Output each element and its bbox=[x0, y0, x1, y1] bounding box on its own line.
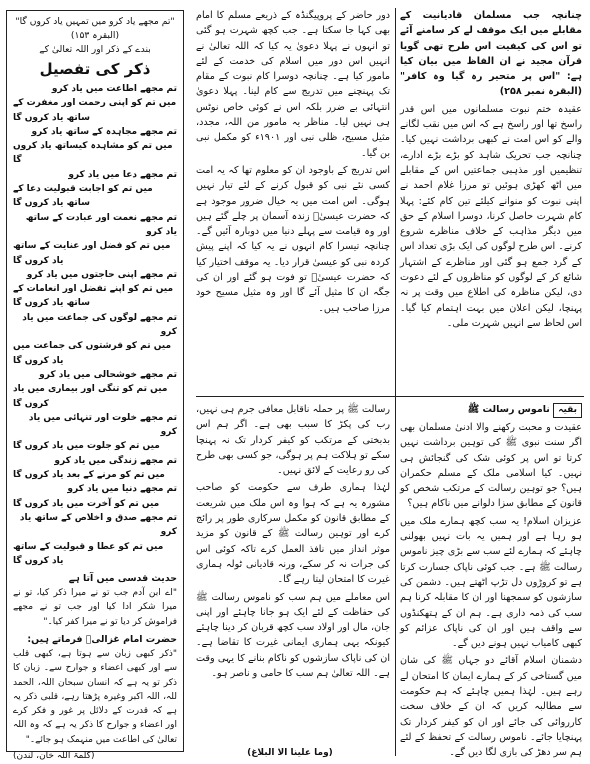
article-paragraph: عقیدت و محبت رکھنے والا ادنیٰ مسلمان بھی اگر سنت نبوی ﷺ کی توہین برداشت نہیں کرتا تو اس پر کوئی شک کی گنجائش ہی نہیں۔ کیا اسلامی ملک کے مسلم حکمران ہیں؟ جو توہین رسالت کے مرتکب شخص کو قانون کے مطابق سزا دلوانے میں ناکام ہیں؟ bbox=[400, 422, 582, 510]
article-middle-bottom bbox=[196, 402, 390, 744]
article-paragraph: دشمنان اسلام آقائے دو جہاں ﷺ کی شان میں گستاخی کر کے ہمارے ایمان کا امتحان لے رہے ہیں۔ لہٰذا ہمیں چاہئے کہ ہم حکومت سے مطالبہ کریں کہ ان کے خلاف سخت کارروائی کی جائے اور ان کو کیفر کردار تک پہنچایا جائے۔ ناموس رسالت کے تحفظ کے لئے ہم سر دھڑ کی بازی لگا دیں گے۔ bbox=[400, 655, 582, 759]
hadith-text: "اے ابن آدم جب تو نے میرا ذکر کیا، تو نے میرا شکر ادا کیا اور جب تو نے مجھے فراموش کر دیا تو نے میرا کفر کیا۔" bbox=[13, 588, 177, 627]
list-item: میں تم کو مشاہدہ کیساتھ یاد کروں گا bbox=[13, 141, 173, 166]
box-heading: ذکر کی تفصیل bbox=[39, 60, 151, 78]
list-item: میں تم کو فرشتوں کی جماعت میں یاد کروں گا bbox=[13, 341, 172, 366]
article-right-top bbox=[400, 8, 582, 396]
article-paragraph: اس تدریج کے باوجود ان کو معلوم تھا کہ یہ امت کسی نئے نبی کو قبول کرنے کے لئے تیار نہیں ہوگی۔ اس امت میں یہ خیال ضرور موجود ہے کہ حضرت عیسیٰؑ زندہ آسمان پر چلے گئے ہیں اور وہ قیامت سے پہلے دنیا میں دوبارہ آئیں گے۔ چنانچہ تیسرا کام انہوں نے یہ کیا کہ اپنے پیش کردہ نبی کو عیسیٰ قرار دیا۔ یہ موقف اختیار کیا کہ حضرت عیسیٰؑ تو فوت ہو گئے اور ان کی جگہ ان کا مثیل آئے گا اور وہ مثیل مسیح خود مرزا صاحب ہیں۔ bbox=[196, 164, 390, 314]
article-paragraph: اس معاملے میں ہم سب کو ناموس رسالت ﷺ کی حفاظت کے لئے ایک ہو جانا چاہئے اور اپنی جان، مال اور اولاد سب کچھ قربان کر دینا چاہئے کیونکہ یہی ہماری ایمانی غیرت کا تقاضا ہے۔ ان کی ناپاک سازشوں کو ناکام بنانے کا یہی وقت ہے۔ اللہ تعالیٰ ہم سب کا حامی و ناصر ہو۔ bbox=[196, 591, 390, 680]
article-paragraph: دور حاضر کے پروپیگنڈہ کے ذریعے مسلم کا امام بھی کہا جا سکتا ہے۔ جب کچھ شہرت ہو گئی تو انہوں نے پہلا دعویٰ یہ کیا کہ اللہ تعالیٰ نے انہیں اس دور میں اسلام کی خدمت کے لئے مامور کیا ہے۔ چنانچہ دوسرا کام نبوت کے مقام تک پہنچنے میں تدریج سے کام لینا۔ پہلا دعویٰ انتہائی بے ضرر بلکہ اس نے کوئی خاص نوٹس ہی نہیں لیا۔ مناظر یہ مامور من اللہ، مجدد، مثیل مسیح، ظلی نبی اور ۱۹۰۱ء کو مکمل نبی بن گیا۔ bbox=[196, 10, 390, 159]
continued-tag: بقیہ bbox=[553, 403, 582, 418]
list-item: تم مجھے دعا میں یاد کرو bbox=[68, 169, 177, 180]
hadith-label: حدیث قدسی میں آتا ہے bbox=[68, 573, 177, 585]
article-right-bottom bbox=[400, 420, 582, 759]
article-footer: (وما علینا الا البلاغ) bbox=[247, 748, 333, 758]
list-item: تم مجھے لوگوں کی جماعت میں یاد کرو bbox=[22, 312, 177, 338]
article-paragraph: لہٰذا ہماری طرف سے حکومت کو صاحب مشورہ یہ ہے کہ ہوا وہ اس ملک میں شریعت کے مطابق قانون کو مکمل سرکاری طور پر رائج کرے اور توہین رسالت ﷺ کے قانون کو مزید موثر انداز میں نافذ العمل کرے تاکہ کوئی اس کی جرات نہ کر سکے، ورنہ قادیانی ٹولہ ہماری غیرت کا امتحان لیتا رہے گا۔ bbox=[196, 482, 390, 586]
list-item: میں تم کو آخرت میں یاد کروں گا bbox=[13, 498, 160, 509]
ghazali-label: حضرت امام غزالیؒ فرماتے ہیں: bbox=[27, 633, 177, 645]
list-item: تم مجھے زندگی میں یاد کرو bbox=[54, 455, 177, 466]
box-subtitle: بندے کے ذکر اور اللہ تعالیٰ کے bbox=[39, 44, 151, 55]
list-item: تم مجھے اپنی حاجتوں میں یاد کرو bbox=[26, 269, 177, 280]
list-item: میں تم کو اپنی رحمت اور مغفرت کے ساتھ یاد کروں گا bbox=[13, 98, 177, 123]
list-item: میں تم کو جلوت میں یاد کروں گا bbox=[13, 441, 160, 452]
list-item: میں تم کو تنگی اور بیماری میں یاد کروں گا bbox=[13, 384, 168, 409]
article-paragraph: عزیزان اسلام! یہ سب کچھ ہمارے ملک میں ہو رہا ہے اور ہمیں یہ بات نہیں بھولنی چاہئے کہ ہمارے لئے سب سے بڑی چیز ناموس رسالت ﷺ ہے۔ جب کوئی ناپاک جسارت کرتا ہے تو کروڑوں دل تڑپ اٹھتے ہیں۔ دشمن کی سازشوں کو سمجھنا اور ان کا مقابلہ کرنا ہم سب کی ذمہ داری ہے۔ ہم ان کے ہتھکنڈوں سے واقف ہیں اور ان کی ناپاک عزائم کو کبھی کامیاب نہیں ہونے دیں گے۔ bbox=[400, 515, 582, 650]
dhikr-box bbox=[6, 10, 184, 762]
list-item: تم مجھے صدق و اخلاص کے ساتھ یاد کرو bbox=[19, 512, 177, 538]
continued-title-text: ناموس رسالت ﷺ bbox=[467, 404, 550, 415]
list-item: تم مجھے خوشحالی میں یاد کرو bbox=[39, 369, 177, 380]
article-paragraph: رسالت ﷺ پر حملہ ناقابل معافی جرم ہی نہیں، رب کی پکڑ کا سبب بھی ہے۔ اگر ہم اس بدبختی کے مرتکب کو کیفر کردار تک نہ پہنچا سکے تو ہلاکت ہم پر ہوگی، جو کسی بھی طرح کی رو رعایت کے لائق نہیں۔ bbox=[196, 404, 390, 477]
list-item: میں تم کو فضل اور عنایت کے ساتھ یاد کروں گا bbox=[13, 241, 171, 266]
article-paragraph: عقیدہ ختم نبوت مسلمانوں میں اس قدر راسخ تھا اور راسخ ہے کہ اس میں نقب لگانے والے کو اس امت نے کبھی برداشت نہیں کیا۔ چنانچہ جب تحریک شاہد کو بڑے بڑے ادارے، تنظیمیں اور مذہبی جماعتیں اس کے مقابلے میں اٹھ کھڑی ہوئیں تو مرزا غلام احمد نے اپنی نبوت کو منوانے کیلئے تین کام کئے: پہلا کام شہرت حاصل کرنا، دوسرا اسلام کے حق میں دیگر مذاہب کے خلاف مناظرے شروع کرنے۔ اس طرح لوگوں کی ایک بڑی تعداد اس کے گرد جمع ہو گئی اور مناظرے کے اشتہار شائع کر کے لوگوں کو مناظروں کے لئے دعوت دی، لیکن مناظرہ کی اطلاع میں وقت پر نہ پہنچا، لیکن اعلان میں بہت اہتمام کیا گیا۔ اس لحاظ سے انہیں شہرت ملی۔ bbox=[400, 103, 582, 329]
list-item: میں تم کو مرنے کے بعد یاد کروں گا bbox=[13, 470, 165, 481]
box-top-quote: "تم مجھے یاد کرو میں تمہیں یاد کروں گا" (البقرہ ۱۵۳) bbox=[15, 16, 175, 41]
list-item: تم مجھے اطاعت میں یاد کرو bbox=[51, 84, 177, 94]
box-source: (کلمۃ اللہ خان، لندن) bbox=[13, 751, 95, 762]
article-middle-top bbox=[196, 8, 390, 394]
list-item: تم مجھے نعمت اور عبادت کے ساتھ یاد کرو bbox=[25, 212, 177, 237]
ghazali-text: "ذکر کبھی زبان سے ہوتا ہے، کبھی قلب سے اور کبھی اعضاء و جوارح سے۔ زبان کا ذکر تو یہ ہے کہ انسان سبحان اللہ، الحمد للہ، اللہ اکبر وغیرہ پڑھتا رہے، قلبی ذکر یہ ہے کہ قدرت کے دلائل پر غور و فکر کرے اور اعضاء و جوارح کا ذکر یہ ہے کہ وہ اللہ تعالیٰ کی اطاعت میں منہمک ہو جائے۔" bbox=[13, 648, 177, 745]
dhikr-list bbox=[13, 82, 177, 568]
column-divider bbox=[395, 8, 396, 756]
list-item: میں تم کو اپنے تفضل اور انعامات کے ساتھ یاد کروں گا bbox=[13, 284, 174, 309]
continued-title bbox=[400, 402, 582, 418]
list-item: تم مجھے دنیا میں یاد کرو bbox=[67, 484, 177, 495]
list-item: تم مجھے خلوت اور تنہائی میں یاد کرو bbox=[28, 412, 177, 438]
list-item: میں تم کو اجابت قبولیت دعا کے ساتھ یاد کروں گا bbox=[13, 184, 153, 209]
list-item: تم مجھے مجاہدہ کے ساتھ یاد کرو bbox=[31, 126, 177, 137]
list-item: میں تم کو عطا و قبولیت کے ساتھ یاد کروں گا bbox=[13, 541, 164, 566]
section-divider bbox=[196, 396, 584, 397]
article-paragraph: چنانچہ جب مسلمان قادیانیت کے مقابلے میں ایک موقف لے کر سامنے آئے تو اس کی کیفیت اس طرح تھی گویا قرآن مجید نے ان الفاظ میں بیان کیا ہے: "اس پر متحیر رہ گیا وہ کافر" (البقرہ نمبر ۲۵۸) bbox=[400, 10, 582, 98]
